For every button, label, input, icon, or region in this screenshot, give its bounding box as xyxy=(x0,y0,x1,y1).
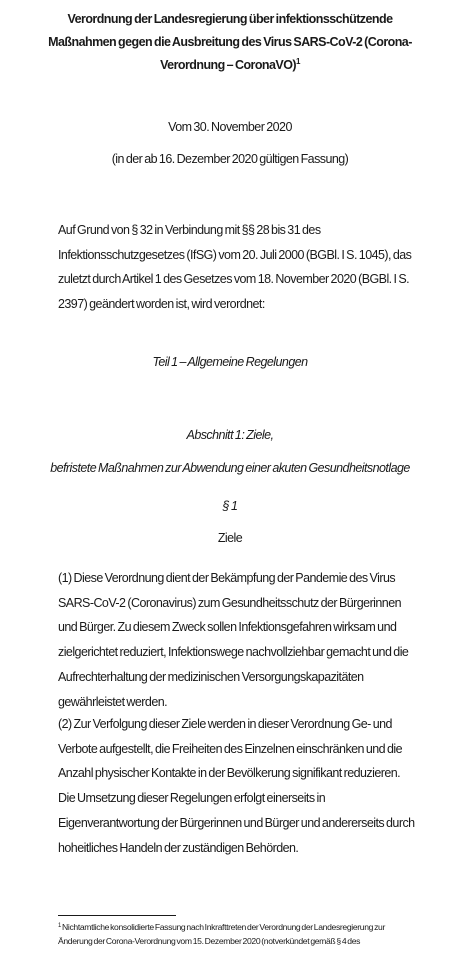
section-subheading: befristete Maßnahmen zur Abwendung einer akuten Gesundheitsnotlage xyxy=(50,461,410,475)
version-line: (in der ab 16. Dezember 2020 gültigen Fassung) xyxy=(111,152,349,166)
footnote-mark: 1 xyxy=(58,923,61,929)
footnote-divider xyxy=(58,915,176,916)
title-text: Verordnung der Landesregierung über infektionsschützende Maßnahmen gegen die Ausbreitung des Virus SARS-CoV-2 (Corona-Verordnung – CoronaVO) xyxy=(48,12,412,72)
date-line: Vom 30. November 2020 xyxy=(168,120,292,134)
title-footnote-mark: 1 xyxy=(296,57,300,66)
clause-2: (2) Zur Verfolgung dieser Ziele werden in dieser Verordnung Ge- und Verbote aufgestellt, die Freiheiten des Einzelnen einschränken und die Anzahl physischer Kontakte in der Bevölkerung signifikant reduzieren. Die Umsetzung dieser Regelungen erfolgt einerseits in Eigenverantwortung der Bürgerinnen und Bürger und andererseits durch hoheitliches Handeln der zuständigen Behörden. xyxy=(58,717,415,855)
footnote xyxy=(58,920,418,948)
paragraph-number: § 1 xyxy=(222,499,238,513)
preamble: Auf Grund von § 32 in Verbindung mit §§ 28 bis 31 des Infektionsschutzgesetzes (IfSG) vom 20. Juli 2000 (BGBl. I S. 1045), das zuletzt durch Artikel 1 des Gesetzes vom 18. November 2020 (BGBl. I S. 2397) geändert worden ist, wird verordnet: xyxy=(58,223,412,312)
section-heading: Abschnitt 1: Ziele, xyxy=(186,428,274,442)
paragraph-title: Ziele xyxy=(217,531,243,545)
document-title xyxy=(40,8,420,77)
clause-1: (1) Diese Verordnung dient der Bekämpfung der Pandemie des Virus SARS-CoV-2 (Coronavirus) zum Gesundheitsschutz der Bürgerinnen und Bürger. Zu diesem Zweck sollen Infektionsgefahren wirksam und zielgerichtet reduziert, Infektionswege nachvollziehbar gemacht und die Aufrechterhaltung der medizinischen Versorgungskapazitäten gewährleistet werden. xyxy=(58,571,409,709)
footnote-text: Nichtamtliche konsolidierte Fassung nach Inkrafttreten der Verordnung der Landesregierung zur Änderung der Corona-Verordnung vom 15. Dezember 2020 (notverkündet gemäß § 4 des xyxy=(58,922,385,946)
part-heading: Teil 1 – Allgemeine Regelungen xyxy=(152,355,308,369)
